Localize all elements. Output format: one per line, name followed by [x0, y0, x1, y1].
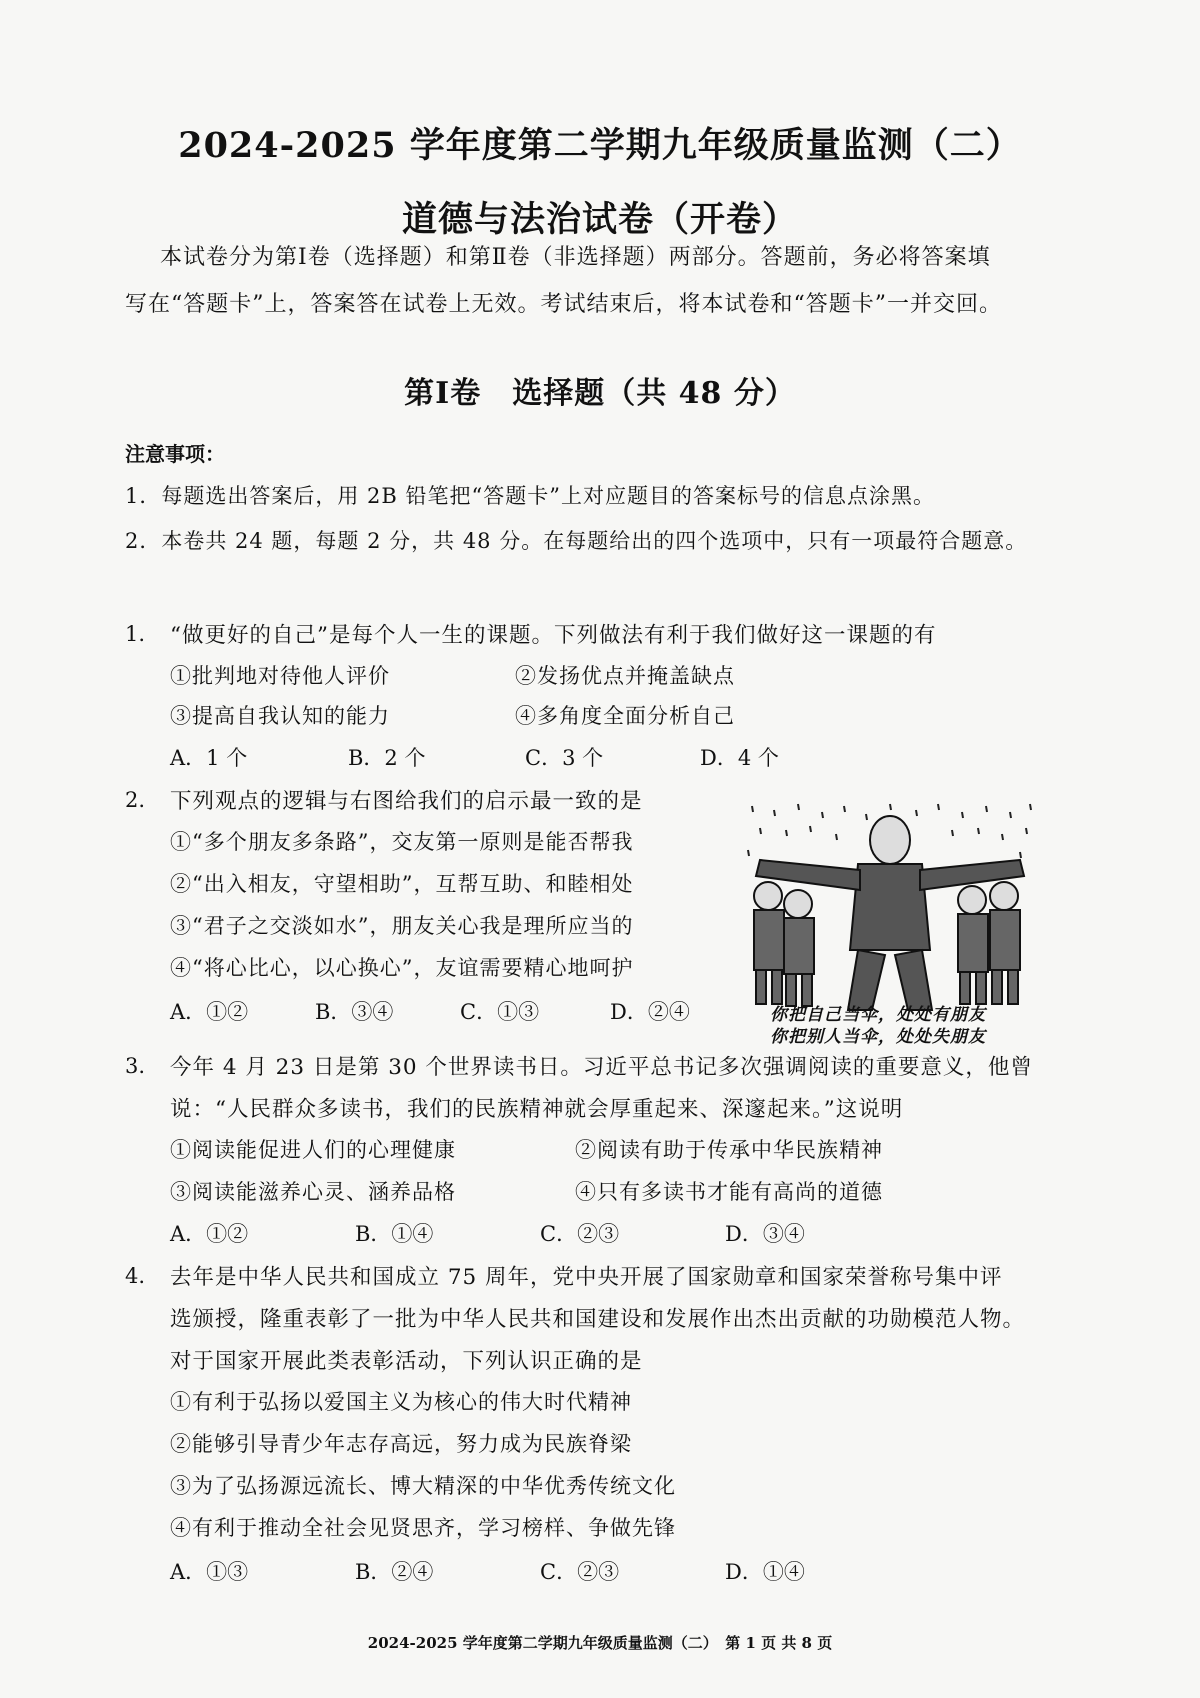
- question-4-stem-line-1: 去年是中华人民共和国成立 75 周年，党中央开展了国家勋章和国家荣誉称号集中评: [170, 1265, 1003, 1290]
- question-1-choice-c: C．3 个: [525, 746, 604, 770]
- question-4-choice-a: A．①③: [170, 1560, 249, 1584]
- question-4-number: 4.: [125, 1264, 146, 1288]
- question-1-choice-a: A．1 个: [170, 746, 248, 770]
- question-2-choice-c: C．①③: [460, 1000, 540, 1024]
- notice-item-2: 2．本卷共 24 题，每题 2 分，共 48 分。在每题给出的四个选项中，只有一项最符合题意。: [125, 529, 1028, 553]
- exam-subtitle: 道德与法治试卷（开卷）: [401, 199, 798, 240]
- question-3-number: 3.: [125, 1054, 146, 1078]
- question-4-choice-d: D．①④: [725, 1560, 805, 1584]
- section-title: 第Ⅰ卷 选择题（共 48 分）: [404, 376, 796, 411]
- question-3-choice-d: D．③④: [725, 1222, 805, 1246]
- question-4-option-3: ③为了弘扬源远流长、博大精深的中华优秀传统文化: [170, 1474, 676, 1498]
- question-4-choice-b: B．②④: [355, 1560, 434, 1584]
- page-footer: 2024-2025 学年度第二学期九年级质量监测（二） 第 1 页 共 8 页: [367, 1634, 833, 1652]
- question-2-choice-a: A．①②: [170, 1000, 249, 1024]
- question-1-option-3: ③提高自我认知的能力: [170, 704, 390, 728]
- question-4-stem-line-2: 选颁授，隆重表彰了一批为中华人民共和国建设和发展作出杰出贡献的功勋模范人物。: [170, 1307, 1026, 1332]
- question-4-option-1: ①有利于弘扬以爱国主义为核心的伟大时代精神: [170, 1390, 632, 1414]
- question-3-option-3: ③阅读能滋养心灵、涵养品格: [170, 1180, 456, 1204]
- question-2-choice-d: D．②④: [610, 1000, 690, 1024]
- umbrella-cartoon-illustration: [740, 800, 1040, 1025]
- question-3-option-2: ②阅读有助于传承中华民族精神: [575, 1138, 883, 1162]
- question-1-choice-d: D．4 个: [700, 746, 779, 770]
- question-3-choice-a: A．①②: [170, 1222, 249, 1246]
- question-1-stem: “做更好的自己”是每个人一生的课题。下列做法有利于我们做好这一课题的有: [170, 623, 937, 648]
- question-2-number: 2.: [125, 788, 146, 812]
- question-1-number: 1.: [125, 622, 146, 646]
- question-4-stem-line-3: 对于国家开展此类表彰活动，下列认识正确的是: [170, 1349, 643, 1374]
- exam-title: 2024-2025 学年度第二学期九年级质量监测（二）: [178, 125, 1022, 166]
- question-2-option-3: ③“君子之交淡如水”，朋友关心我是理所应当的: [170, 914, 634, 938]
- question-2-option-4: ④“将心比心，以心换心”，友谊需要精心地呵护: [170, 956, 634, 980]
- question-1-option-2: ②发扬优点并掩盖缺点: [515, 664, 735, 688]
- question-2-stem: 下列观点的逻辑与右图给我们的启示最一致的是: [170, 789, 643, 814]
- question-2-choice-b: B．③④: [315, 1000, 394, 1024]
- notice-item-1: 1．每题选出答案后，用 2B 铅笔把“答题卡”上对应题目的答案标号的信息点涂黑。: [125, 484, 935, 508]
- intro-line-1: 本试卷分为第Ⅰ卷（选择题）和第Ⅱ卷（非选择题）两部分。答题前，务必将答案填: [160, 245, 991, 270]
- right-group-figures: [958, 882, 1020, 1004]
- question-2-option-2: ②“出入相友，守望相助”，互帮互助、和睦相处: [170, 872, 634, 896]
- question-2-option-1: ①“多个朋友多条路”，交友第一原则是能否帮我: [170, 830, 634, 854]
- question-3-choice-c: C．②③: [540, 1222, 620, 1246]
- left-group-figures: [754, 882, 814, 1006]
- question-4-option-4: ④有利于推动全社会见贤思齐，学习榜样、争做先锋: [170, 1516, 676, 1540]
- question-4-option-2: ②能够引导青少年志存高远，努力成为民族脊梁: [170, 1432, 632, 1456]
- question-1-option-1: ①批判地对待他人评价: [170, 664, 390, 688]
- question-4-choice-c: C．②③: [540, 1560, 620, 1584]
- question-3-choice-b: B．①④: [355, 1222, 434, 1246]
- notice-heading: 注意事项：: [125, 442, 225, 466]
- question-1-choice-b: B．2 个: [348, 746, 426, 770]
- question-1-option-4: ④多角度全面分析自己: [515, 704, 735, 728]
- cartoon-caption-line-2: 你把别人当伞，处处失朋友: [770, 1027, 986, 1047]
- cartoon-caption-line-1: 你把自己当伞，处处有朋友: [770, 1005, 986, 1025]
- question-3-stem-line-2: 说：“人民群众多读书，我们的民族精神就会厚重起来、深邃起来。”这说明: [170, 1097, 904, 1122]
- intro-line-2: 写在“答题卡”上，答案答在试卷上无效。考试结束后，将本试卷和“答题卡”一并交回。: [125, 292, 1002, 317]
- question-3-option-1: ①阅读能促进人们的心理健康: [170, 1138, 456, 1162]
- question-3-option-4: ④只有多读书才能有高尚的道德: [575, 1180, 883, 1204]
- question-3-stem-line-1: 今年 4 月 23 日是第 30 个世界读书日。习近平总书记多次强调阅读的重要意义，他曾: [170, 1055, 1033, 1080]
